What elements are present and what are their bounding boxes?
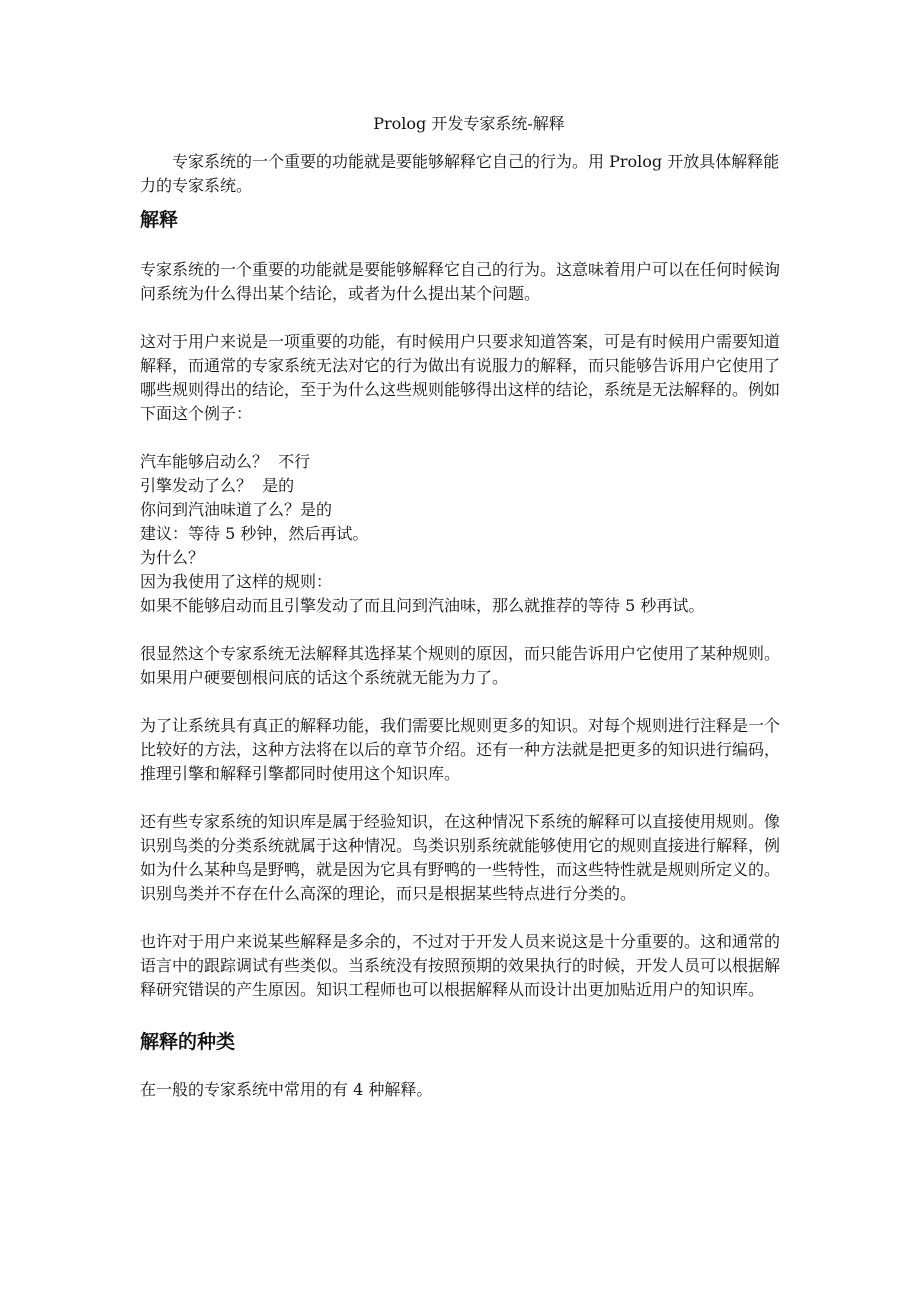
paragraph-7: 在一般的专家系统中常用的有 4 种解释。 xyxy=(140,1080,433,1099)
section-heading-explanation-types: 解释的种类 xyxy=(140,1031,236,1053)
dialogue-example xyxy=(140,450,790,618)
paragraph-5: 还有些专家系统的知识库是属于经验知识，在这种情况下系统的解释可以直接使用规则。像识别鸟类的分类系统就属于这种情况。鸟类识别系统就能够使用它的规则直接进行解释，例如为什么某种鸟是野鸭，就是因为它具有野鸭的一些特性，而这些特性就是规则所定义的。识别鸟类并不存在什么高深的理论，而只是根据某些特点进行分类的。 xyxy=(140,812,781,903)
paragraph-6: 也许对于用户来说某些解释是多余的，不过对于开发人员来说这是十分重要的。这和通常的语言中的跟踪调试有些类似。当系统没有按照预期的效果执行的时候，开发人员可以根据解释研究错误的产生原因。知识工程师也可以根据解释从而设计出更加贴近用户的知识库。 xyxy=(140,932,781,999)
paragraph-1: 专家系统的一个重要的功能就是要能够解释它自己的行为。这意味着用户可以在任何时候询问系统为什么得出某个结论，或者为什么提出某个问题。 xyxy=(140,260,781,303)
section-heading-explanation: 解释 xyxy=(140,209,179,231)
paragraph-4: 为了让系统具有真正的解释功能，我们需要比规则更多的知识。对每个规则进行注释是一个比较好的方法，这种方法将在以后的章节介绍。还有一种方法就是把更多的知识进行编码，推理引擎和解释引擎都同时使用这个知识库。 xyxy=(140,716,781,783)
dialogue-line: 因为我使用了这样的规则： xyxy=(140,572,333,591)
dialogue-line: 引擎发动了么？ 是的 xyxy=(140,476,295,495)
dialogue-line: 建议：等待 5 秒钟，然后再试。 xyxy=(140,524,369,543)
intro-paragraph: 专家系统的一个重要的功能就是要能够解释它自己的行为。用 Prolog 开放具体解释能力的专家系统。 xyxy=(140,152,780,195)
paragraph-3: 很显然这个专家系统无法解释其选择某个规则的原因，而只能告诉用户它使用了某种规则。如果用户硬要刨根问底的话这个系统就无能为力了。 xyxy=(140,644,781,687)
dialogue-line: 为什么？ xyxy=(140,548,205,567)
dialogue-line: 你问到汽油味道了么？是的 xyxy=(140,500,333,519)
paragraph-2: 这对于用户来说是一项重要的功能，有时候用户只要求知道答案，可是有时候用户需要知道解释，而通常的专家系统无法对它的行为做出有说服力的解释，而只能够告诉用户它使用了哪些规则得出的结论，至于为什么这些规则能够得出这样的结论，系统是无法解释的。例如下面这个例子： xyxy=(140,332,781,423)
document-title: Prolog 开发专家系统-解释 xyxy=(373,114,565,133)
dialogue-line: 如果不能够启动而且引擎发动了而且问到汽油味，那么就推荐的等待 5 秒再试。 xyxy=(140,596,705,615)
dialogue-line: 汽车能够启动么？ 不行 xyxy=(140,452,311,471)
document-page xyxy=(140,112,790,1126)
